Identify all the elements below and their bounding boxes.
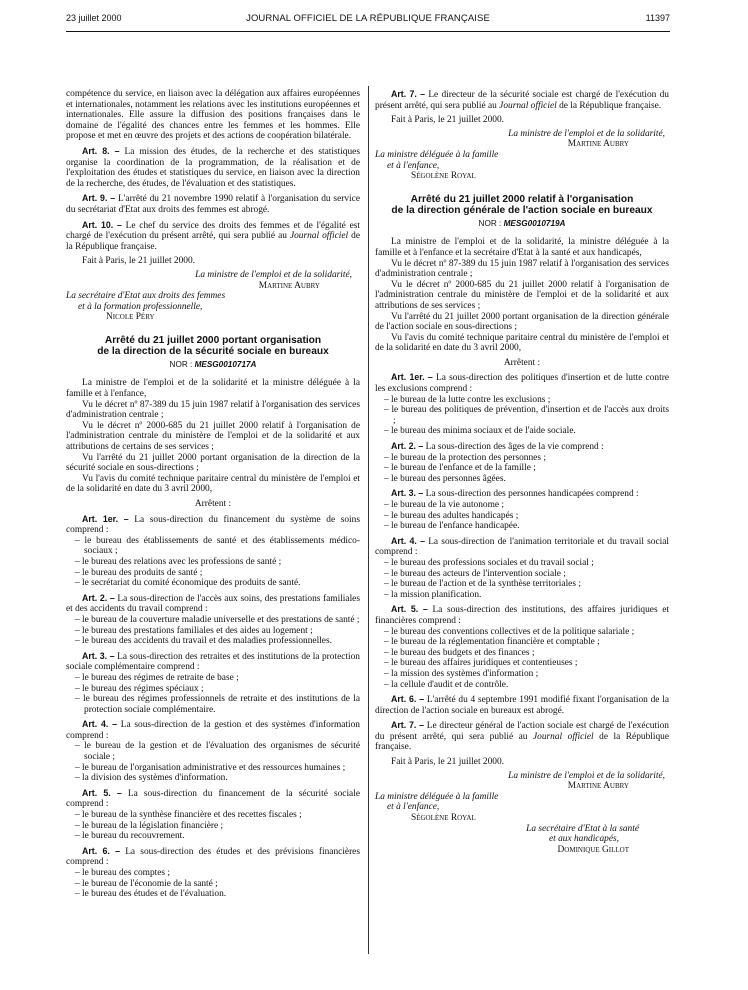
signatory-name: Martine Aubry xyxy=(567,139,629,150)
bureau-list xyxy=(66,673,360,715)
signatory-name: Nicole Péry xyxy=(106,312,155,323)
list-item: – la mission des systèmes d'information ; xyxy=(375,669,669,680)
signatory-role: La secrétaire d'Etat à la santé xyxy=(526,823,639,834)
list-item: – le bureau de la gestion et de l'évaluation des organismes de sécurité sociale ; xyxy=(66,741,360,762)
nor-code: MESG0010717A xyxy=(194,359,257,369)
bureau-list xyxy=(66,741,360,783)
list-item: – le bureau des personnes âgées. xyxy=(375,474,669,485)
header-date: 23 juillet 2000 xyxy=(66,13,122,23)
article-text: de la République française. xyxy=(66,231,360,252)
signature-block xyxy=(375,129,669,182)
decree-title xyxy=(375,194,669,217)
list-item: – le bureau de l'économie de la santé ; xyxy=(66,879,360,890)
article-7 xyxy=(375,720,669,753)
preamble: Vu le décret nº 87-389 du 15 juin 1987 relatif à l'organisation des services d'administration centrale ; xyxy=(375,258,669,280)
list-item: – le bureau de la vie autonome ; xyxy=(375,500,669,511)
article-label: Art. 9. – xyxy=(82,193,116,204)
article-2 xyxy=(375,441,669,453)
preamble: Vu le décret nº 2000-685 du 21 juillet 2000 relatif à l'organisation de l'administration centrale du ministère de l'emploi et de la solidarité et aux attributions de certains de ses services ; xyxy=(66,420,360,453)
decree-title xyxy=(66,335,360,358)
preamble: Vu le décret nº 2000-685 du 21 juillet 2000 relatif à l'organisation de l'administration centrale du ministère de l'emploi et de la solidarité et aux attributions de ses services ; xyxy=(375,279,669,311)
signatory-role: La secrétaire d'Etat aux droits des femmes xyxy=(66,291,226,302)
decree-title-line: de la direction générale de l'action sociale en bureaux xyxy=(391,205,653,217)
list-item: – le bureau de la protection des personnes ; xyxy=(375,453,669,464)
list-item: – le bureau des politiques de prévention, d'insertion et de l'accès aux droits ; xyxy=(375,405,669,426)
preamble: Vu l'arrêté du 21 juillet 2000 portant organisation de la direction de la sécurité sociale en sous-directions ; xyxy=(66,452,360,474)
signatory-name: Dominique Gillot xyxy=(557,844,629,855)
article-text: de la République française. xyxy=(556,100,662,111)
list-item: – le bureau des accidents du travail et des maladies professionnelles. xyxy=(66,636,360,647)
arretent: Arrêtent : xyxy=(503,357,541,368)
article-label: Art. 6. – xyxy=(391,694,425,705)
article-5 xyxy=(375,604,669,626)
list-item: – le bureau des établissements de santé et des établissements médico-sociaux ; xyxy=(66,536,360,557)
signature-block xyxy=(375,771,669,856)
article-6 xyxy=(375,694,669,716)
article-text: La sous-direction du financement de la sécurité sociale comprend : xyxy=(66,788,360,810)
column-separator xyxy=(368,86,369,954)
nor-reference xyxy=(375,219,669,230)
article-label: Art. 5. – xyxy=(82,787,122,798)
article-1 xyxy=(66,514,360,536)
fait-a-paris: Fait à Paris, le 21 juillet 2000. xyxy=(391,757,505,768)
article-label: Art. 1er. – xyxy=(82,513,129,524)
list-item: – le bureau de la législation financière ; xyxy=(66,821,360,832)
continued-paragraph: compétence du service, en liaison avec la délégation aux affaires européennes et internationales, notamment les relations avec les institutions européennes et internationales. Elle assure la diffusion des positions françaises dans le domaine de l'égalité des chances entre les femmes et les hommes. Elle propose et met en œuvre des projets et des actions de coopération bilatérale. xyxy=(66,89,360,142)
article-text: L'arrêté du 21 novembre 1990 relatif à l'organisation du service du secrétariat d'Etat aux droits des femmes est abrogé. xyxy=(66,194,360,215)
list-item: – le bureau du recouvrement. xyxy=(66,831,360,842)
list-item: – le bureau de la réglementation financière et comptable ; xyxy=(375,637,669,648)
list-item: – la mission planification. xyxy=(375,590,669,601)
list-item: – le bureau des prestations familiales et des aides au logement ; xyxy=(66,626,360,637)
bureau-list xyxy=(66,536,360,589)
header-rule xyxy=(66,31,670,32)
signatory-name: Ségolène Royal xyxy=(411,171,476,182)
bureau-list xyxy=(375,627,669,691)
article-label: Art. 3. – xyxy=(82,650,115,661)
list-item: – le bureau de l'enfance handicapée. xyxy=(375,521,669,532)
nor-label: NOR : xyxy=(478,218,504,228)
article-label: Art. 2. – xyxy=(82,592,115,603)
article-text: La sous-direction de l'animation territoriale et du travail social comprend : xyxy=(375,536,669,558)
article-4 xyxy=(66,719,360,741)
article-text: La sous-direction des âges de la vie comprend : xyxy=(423,442,604,453)
article-label: Art. 6. – xyxy=(82,845,120,856)
left-column xyxy=(66,89,360,900)
article-text: La sous-direction du financement du système de soins comprend : xyxy=(66,514,360,536)
list-item: – le bureau des acteurs de l'intervention sociale ; xyxy=(375,569,669,580)
article-text: de la République française. xyxy=(375,731,669,753)
article-label: Art. 10. – xyxy=(82,219,122,230)
article-9 xyxy=(66,193,360,215)
list-item: – le bureau des comptes ; xyxy=(66,868,360,879)
decree-title-line: de la direction de la sécurité sociale en bureaux xyxy=(97,346,329,358)
list-item: – le bureau des minima sociaux et de l'aide sociale. xyxy=(375,426,669,437)
bureau-list xyxy=(375,453,669,485)
article-6 xyxy=(66,846,360,868)
preamble: La ministre de l'emploi et de la solidarité, la ministre déléguée à la famille et à l'enfance et la secrétaire d'Etat à la santé et aux handicapés, xyxy=(375,237,669,258)
preamble: Vu l'arrêté du 21 juillet 2000 portant organisation de la direction générale de l'action sociale en sous-directions ; xyxy=(375,311,669,333)
article-text: L'arrêté du 4 septembre 1991 modifié fixant l'organisation de la direction de l'action sociale en bureaux est abrogé. xyxy=(375,695,669,716)
article-text: La sous-direction des institutions, des affaires juridiques et financières comprend : xyxy=(375,605,669,626)
article-label: Art. 5. – xyxy=(391,604,428,615)
decree-title-line: Arrêté du 21 juillet 2000 portant organisation xyxy=(104,334,322,346)
list-item: – le bureau de la synthèse financière et des recettes fiscales ; xyxy=(66,810,360,821)
bureau-list xyxy=(66,615,360,647)
list-item: – le bureau des budgets et des finances ; xyxy=(375,648,669,659)
preamble: La ministre de l'emploi et de la solidarité et la ministre déléguée à la famille et à l'enfance, xyxy=(66,378,360,400)
list-item: – la division des systèmes d'information. xyxy=(66,773,360,784)
decree-title-line: Arrêté du 21 juillet 2000 relatif à l'organisation xyxy=(410,193,634,205)
article-text: La sous-direction de l'accès aux soins, des prestations familiales et des accidents du travail comprend : xyxy=(66,593,360,615)
fait-a-paris: Fait à Paris, le 21 juillet 2000. xyxy=(82,256,196,267)
article-label: Art. 1er. – xyxy=(391,372,433,383)
article-label: Art. 4. – xyxy=(391,535,425,546)
article-8 xyxy=(66,146,360,189)
list-item: – le bureau des régimes de retraite de base ; xyxy=(66,673,360,684)
article-text: La sous-direction des retraites et des institutions de la protection sociale complémentaire comprend : xyxy=(66,651,360,673)
bureau-list xyxy=(375,558,669,600)
signatory-name: Ségolène Royal xyxy=(411,813,476,824)
journal-name: Journal officiel xyxy=(499,100,557,111)
list-item: – le bureau des conventions collectives et de la politique salariale ; xyxy=(375,627,669,638)
signatory-role: et aux handicapés, xyxy=(548,834,619,845)
bureau-list xyxy=(66,810,360,842)
article-text: La sous-direction des études et des prévisions financières comprend : xyxy=(66,846,360,868)
list-item: – le bureau des produits de santé ; xyxy=(66,568,360,579)
preamble: Vu l'avis du comité technique paritaire central du ministère de l'emploi et de la solidarité en date du 3 avril 2000, xyxy=(375,332,669,354)
journal-name: Journal officiel xyxy=(532,731,594,742)
article-text: La sous-direction de la gestion et des systèmes d'information comprend : xyxy=(66,720,360,741)
list-item: – le bureau de la couverture maladie universelle et des prestations de santé ; xyxy=(66,615,360,626)
header-page-number: 11397 xyxy=(645,13,670,23)
nor-code: MESG0010719A xyxy=(503,218,566,228)
nor-reference xyxy=(66,360,360,371)
list-item: – le bureau des adultes handicapés ; xyxy=(375,511,669,522)
signatory-role: La ministre déléguée à la famille xyxy=(375,791,499,802)
list-item: – le bureau de l'action et de la synthèse territoriales ; xyxy=(375,579,669,590)
article-7 xyxy=(375,89,669,111)
article-label: Art. 4. – xyxy=(82,719,118,730)
nor-label: NOR : xyxy=(169,359,195,369)
article-5 xyxy=(66,788,360,810)
preamble: Vu le décret nº 87-389 du 15 juin 1987 relatif à l'organisation des services d'administration centrale ; xyxy=(66,399,360,421)
article-1 xyxy=(375,372,669,394)
header-title: JOURNAL OFFICIEL DE LA RÉPUBLIQUE FRANÇAISE xyxy=(246,13,490,24)
article-2 xyxy=(66,593,360,615)
list-item: – le bureau de la lutte contre les exclusions ; xyxy=(375,395,669,406)
bureau-list xyxy=(375,395,669,437)
article-3 xyxy=(375,488,669,500)
signatory-role: La ministre de l'emploi et de la solidarité, xyxy=(508,128,665,139)
signatory-role: La ministre déléguée à la famille xyxy=(375,149,499,160)
article-4 xyxy=(375,536,669,558)
bureau-list xyxy=(375,500,669,532)
article-text: Le chef du service des droits des femmes et de l'égalité est chargé de l'exécution du présent arrêté, qui sera publié au xyxy=(66,220,360,242)
list-item: – le bureau des professions sociales et du travail social ; xyxy=(375,558,669,569)
list-item: – le bureau de l'enfance et de la famille ; xyxy=(375,463,669,474)
article-label: Art. 2. – xyxy=(391,441,424,452)
list-item: – le bureau des études et de l'évaluation. xyxy=(66,889,360,900)
signatory-role: et à la formation professionnelle, xyxy=(78,301,203,312)
article-label: Art. 7. – xyxy=(391,89,426,99)
list-item: – le bureau des affaires juridiques et contentieuses ; xyxy=(375,658,669,669)
journal-name: Journal officiel xyxy=(289,231,349,242)
list-item: – le bureau des relations avec les professions de santé ; xyxy=(66,557,360,568)
article-text: La mission des études, de la recherche et des statistiques organise la coordination de la programmation, de la réalisation et de l'exploitation des études et statistiques du service, en liaison avec la direction de la recherche, des études, de l'évaluation et des statistiques. xyxy=(66,146,360,189)
article-text: La sous-direction des politiques d'insertion et de lutte contre les exclusions comprend : xyxy=(375,373,669,395)
list-item: – le bureau des régimes professionnels de retraite et des institutions de la protection sociale complémentaire. xyxy=(66,694,360,715)
signatory-role: La ministre de l'emploi et de la solidarité, xyxy=(508,770,665,781)
signatory-role: et à l'enfance, xyxy=(387,802,440,813)
preamble: Vu l'avis du comité technique paritaire central du ministère de l'emploi et de la solidarité en date du 3 avril 2000, xyxy=(66,473,360,495)
article-10 xyxy=(66,220,360,253)
article-text: Le directeur de la sécurité sociale est chargé de l'exécution du présent arrêté, qui sera publié au xyxy=(375,90,669,111)
signatory-role: La ministre de l'emploi et de la solidarité, xyxy=(195,269,352,280)
signatory-name: Martine Aubry xyxy=(567,781,629,792)
article-label: Art. 3. – xyxy=(391,488,424,499)
article-3 xyxy=(66,651,360,673)
article-text: Le directeur général de l'action sociale est chargé de l'exécution du présent arrêté, qui sera publié au xyxy=(375,721,669,742)
bureau-list xyxy=(66,868,360,900)
fait-a-paris: Fait à Paris, le 21 juillet 2000. xyxy=(391,115,505,126)
signatory-role: et à l'enfance, xyxy=(387,160,440,171)
article-label: Art. 8. – xyxy=(82,145,120,156)
article-text: La sous-direction des personnes handicapées comprend : xyxy=(423,489,639,500)
list-item: – le secrétariat du comité économique des produits de santé. xyxy=(66,578,360,589)
article-label: Art. 7. – xyxy=(391,720,425,731)
list-item: – la cellule d'audit et de contrôle. xyxy=(375,680,669,691)
list-item: – le bureau des régimes spéciaux ; xyxy=(66,684,360,695)
arretent: Arrêtent : xyxy=(194,499,232,509)
page-header xyxy=(66,13,670,29)
list-item: – le bureau de l'organisation administrative et des ressources humaines ; xyxy=(66,763,360,774)
signature-block xyxy=(66,270,360,323)
signatory-name: Martine Aubry xyxy=(258,280,320,291)
right-column xyxy=(375,89,669,855)
